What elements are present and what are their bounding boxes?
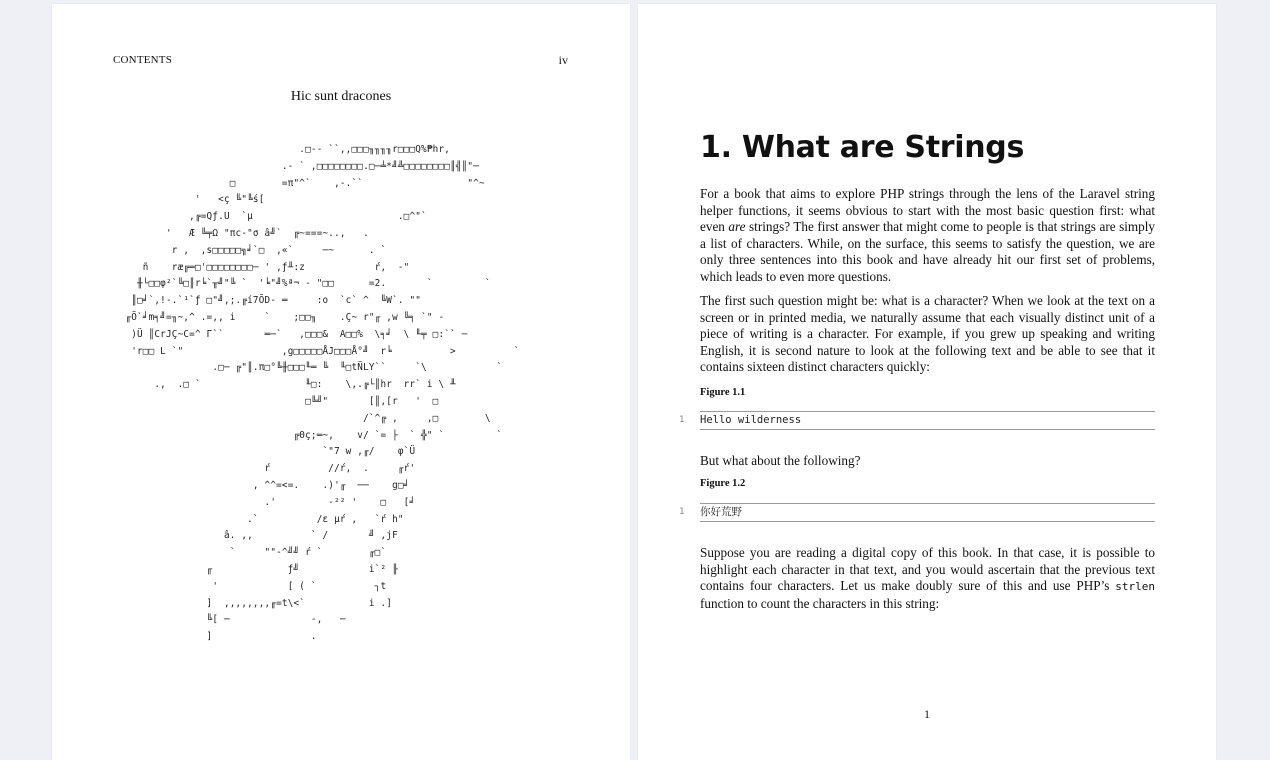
paragraph-strlen: Suppose you are reading a digital copy of this book. In that case, it is possible to highlight each character in that text, and you would ascertain that the previous text contains four characters. Let us make doubly sure of this and use PHP’s strlen function to count the characters in this string: [700, 545, 1155, 611]
paragraph-intro: For a book that aims to explore PHP strings through the lens of the Laravel string helper functions, it seems obvious to start with the most basic question first: what even are strings? The first answer that might come to people is that strings are simply a list of characters. While, on the surface, this seems to satisfy the question, we are only three sentences into this book and have already hit our first set of problems, which leads to even more questions. [700, 186, 1155, 284]
figure-1-2-label: Figure 1.2 [700, 478, 746, 489]
figure-1-1-label: Figure 1.1 [700, 387, 746, 398]
line-number: 1 [679, 415, 685, 425]
code-line: 你好荒野 [700, 506, 742, 518]
figure-1-2-code-block [679, 503, 1155, 522]
page-number: iv [558, 53, 568, 67]
page-number: 1 [924, 707, 930, 721]
left-page [52, 4, 630, 760]
figure-1-1-code-block [679, 411, 1155, 430]
inline-code-strlen: strlen [1115, 580, 1155, 594]
code-line: Hello wilderness [700, 414, 802, 426]
ascii-dragon-art: .□-- ``,,□□□╖╖╖╖r□□□Q%₱hr, .- ` ,□□□□□□□□.□─╧*╝╩□□□□□□□□║╣║"─ □ =π"^` ,-.`` "^~ ' <ç ╚"╚ś[ ,╔=Qƒ.U `µ .□^"` ' Æ ╚╤Ω "πc-"σ â╝` ╔~===~.., . r , ,s□□□□□╗╛`□ ,«` ─~ . ` ñ ræ╔═□'□□□□□□□□─ ' ,ƒ╨:z ŕ, -" ╫└□□φ²`╚□║r╘`╥╝"╚ ` '╘"╝%ª¬ - "□□ =2. ` ` ║□╛`,!-.`¹`ƒ □"╝,;.╔í7ÕD- ═ :o `c` ^ ╚W`. "" ╓Õ`╛m╕╝=╖~,^ .=,, i ` ;□□╖ .Ç~ r"╓ ,w ╚╕ `" - )Ü ║CrJÇ~C=^ Γ`` ═─` ,□□□& A□□% \╕╛ \ ╙╤ □:`` ─ 'r□□ L `" ,g□□□□□ÅJ□□□Å°╝ r╘ > ` .□─ ╔"║.π□°╚╫□□□╙═ ╚ ╙□tÑLY`` `\ ` ., .□ ` ╙□: \,.╔└║hr rr` i \ ╨ □╚╝" [║,[r ' □ /`^╔ , ,□ \ ╔Θç;═~, v/ `= ├ ` ╬" ` ` `"7 w ,╓/ φ`Ü ŕ //ŕ, . ╓ŕ' , ^^=<=. .)'╓ ── g□╛ .' -²² ' □ [╛ .` /ε µŕ , `ŕ h" â. ,, ` / ╝ ,jF ` ""-^╝╝ ŕ ` ╓□` ╓ ƒ╝ i`² ╟ ' [ ( ` ┐t ] ,,,,,,,,╓=t\<` i .] ╚[ ─ -, ─ ] . [125, 144, 520, 643]
running-title: CONTENTS [113, 54, 173, 66]
chapter-title: 1. What are Strings [700, 130, 1025, 165]
paragraph-character-question: The first such question might be: what is a character? When we look at the text on a screen or in printed media, we naturally assume that each visually distinct unit of a piece of writing is a character. For example, if you grew up speaking and writing English, it is second nature to look at the following text and be able to see that it contains sixteen distinct characters quickly: [700, 293, 1155, 375]
epigraph-title: Hic sunt dracones [290, 89, 392, 104]
right-page [638, 4, 1216, 760]
paragraph-following: But what about the following? [700, 453, 861, 468]
line-number: 1 [679, 507, 685, 517]
emphasis-are: are [728, 219, 746, 235]
